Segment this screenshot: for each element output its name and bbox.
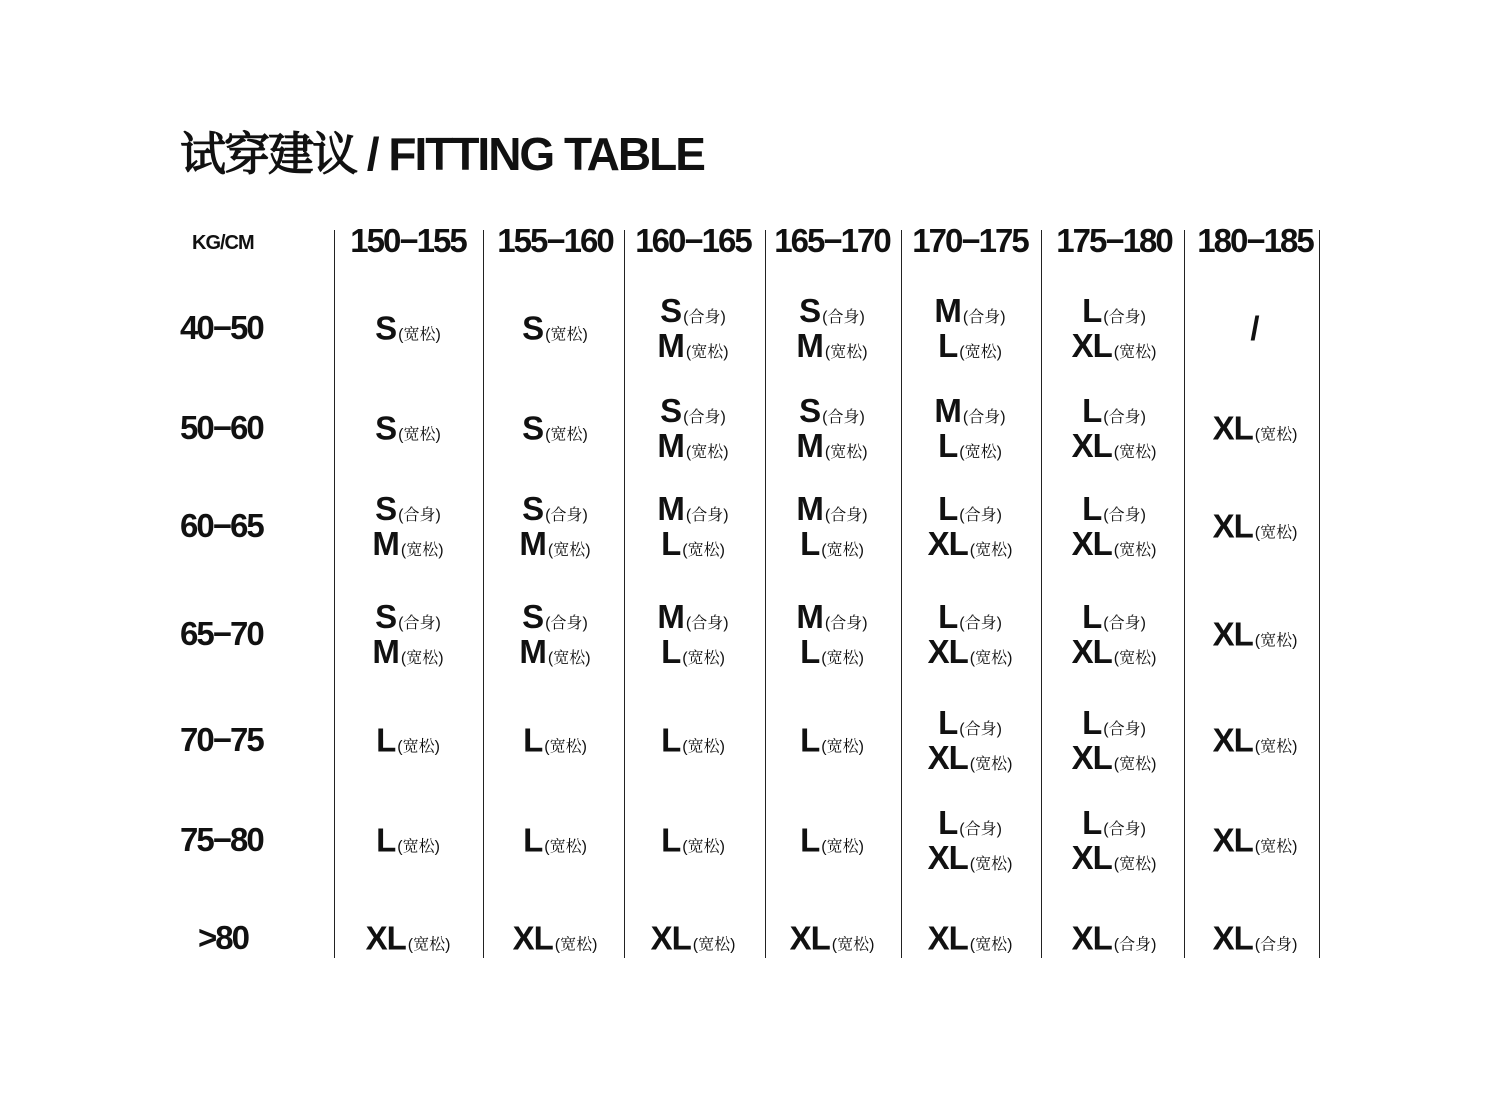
size-cell (1185, 509, 1325, 544)
size-cell (1185, 823, 1325, 858)
size-cell (485, 921, 625, 956)
column-header-height: 150−155 (350, 222, 466, 259)
fit-label: (合身) (824, 507, 868, 524)
size-cell (762, 723, 902, 758)
size-recommendation (372, 526, 443, 561)
fit-label: (宽松) (1254, 738, 1298, 756)
fit-label: (宽松) (407, 936, 451, 954)
size-recommendation (938, 491, 1002, 526)
size-recommendation (1082, 805, 1146, 840)
fit-label: (宽松) (545, 326, 588, 344)
corner-label: KG/CM (192, 232, 254, 254)
size-cell (485, 599, 625, 669)
size-recommendation (519, 634, 590, 669)
size-label: L (661, 821, 681, 859)
size-label: S (660, 292, 682, 329)
size-label: L (800, 821, 820, 859)
size-recommendation (657, 428, 728, 463)
size-label: L (376, 821, 396, 859)
fit-label: (宽松) (1254, 632, 1298, 650)
size-recommendation (1213, 617, 1298, 652)
size-cell (485, 411, 625, 446)
size-label: XL (1071, 839, 1112, 876)
size-recommendation (1082, 599, 1146, 634)
fit-label: (宽松) (821, 542, 864, 559)
size-recommendation (661, 526, 725, 561)
size-label: L (523, 721, 543, 759)
size-label: XL (927, 525, 968, 562)
size-label: XL (512, 919, 553, 957)
fit-label: (宽松) (821, 738, 864, 756)
size-label: S (799, 392, 821, 429)
size-recommendation (1213, 509, 1298, 544)
size-cell (338, 823, 478, 858)
size-cell (900, 921, 1040, 956)
column-header-height: 165−170 (774, 222, 890, 259)
size-cell (485, 311, 625, 346)
fit-label: (宽松) (1113, 756, 1157, 773)
row-header-weight: 40−50 (180, 309, 263, 346)
size-label: S (522, 409, 544, 447)
fit-label: (合身) (545, 615, 588, 632)
size-cell (762, 293, 902, 363)
size-label: XL (927, 839, 968, 876)
size-recommendation (1072, 740, 1157, 775)
size-label: S (375, 598, 397, 635)
size-cell (900, 599, 1040, 669)
size-label: L (1082, 804, 1102, 841)
fit-label: (合身) (959, 721, 1002, 738)
row-header-weight: 65−70 (180, 615, 263, 652)
size-label: L (376, 721, 396, 759)
size-label: L (1082, 392, 1102, 429)
size-label: S (799, 292, 821, 329)
column-divider (1041, 230, 1042, 958)
size-recommendation (1072, 328, 1157, 363)
size-label: M (796, 598, 823, 635)
size-cell (338, 311, 478, 346)
size-label: S (660, 392, 682, 429)
size-label: M (796, 327, 823, 364)
size-cell (900, 705, 1040, 775)
not-available-mark: / (1250, 309, 1260, 347)
size-cell (762, 393, 902, 463)
size-label: M (372, 525, 399, 562)
size-cell (1185, 311, 1325, 346)
size-recommendation (928, 740, 1013, 775)
size-cell (485, 823, 625, 858)
size-label: XL (650, 919, 691, 957)
fit-label: (合身) (822, 409, 865, 426)
size-cell (485, 723, 625, 758)
fit-label: (宽松) (398, 326, 441, 344)
size-cell (338, 599, 478, 669)
size-recommendation (522, 599, 588, 634)
fit-label: (宽松) (959, 344, 1002, 361)
size-cell (900, 393, 1040, 463)
size-label: S (522, 490, 544, 527)
size-label: M (657, 427, 684, 464)
size-label: S (522, 598, 544, 635)
size-label: XL (1071, 327, 1112, 364)
size-cell (623, 491, 763, 561)
size-recommendation (928, 921, 1013, 956)
size-label: XL (1212, 615, 1253, 653)
fit-label: (宽松) (544, 838, 587, 856)
fit-label: (合身) (822, 309, 865, 326)
fit-label: (宽松) (969, 650, 1013, 667)
fit-label: (宽松) (682, 650, 725, 667)
size-cell (1044, 491, 1184, 561)
fit-label: (宽松) (682, 542, 725, 559)
size-recommendation (938, 428, 1002, 463)
fit-label: (宽松) (959, 444, 1002, 461)
size-cell (623, 921, 763, 956)
fit-label: (宽松) (821, 650, 864, 667)
size-recommendation (800, 823, 864, 858)
size-recommendation (1213, 823, 1298, 858)
size-recommendation (800, 634, 864, 669)
fit-label: (宽松) (969, 856, 1013, 873)
fit-label: (宽松) (400, 650, 444, 667)
size-recommendation (1072, 921, 1157, 956)
fit-label: (合身) (1254, 936, 1298, 954)
size-recommendation (660, 293, 726, 328)
size-cell (762, 599, 902, 669)
size-label: M (372, 633, 399, 670)
size-label: S (522, 309, 544, 347)
size-label: L (1082, 292, 1102, 329)
fit-label: (宽松) (554, 936, 598, 954)
size-cell (1044, 921, 1184, 956)
column-header-height: 170−175 (912, 222, 1028, 259)
fit-label: (宽松) (400, 542, 444, 559)
size-label: L (938, 598, 958, 635)
row-header-weight: >80 (198, 919, 248, 956)
size-cell (1044, 805, 1184, 875)
size-cell (1044, 293, 1184, 363)
size-recommendation (661, 723, 725, 758)
size-label: L (938, 804, 958, 841)
row-header-weight: 60−65 (180, 507, 263, 544)
size-recommendation (376, 823, 440, 858)
size-label: M (657, 598, 684, 635)
size-recommendation (375, 311, 441, 346)
size-recommendation (375, 491, 441, 526)
fit-label: (合身) (1113, 936, 1157, 954)
fit-label: (宽松) (682, 838, 725, 856)
column-divider (483, 230, 484, 958)
size-cell (1044, 705, 1184, 775)
fit-label: (合身) (1103, 507, 1146, 524)
size-recommendation (376, 723, 440, 758)
size-recommendation (938, 599, 1002, 634)
fit-label: (宽松) (969, 542, 1013, 559)
size-recommendation (1213, 411, 1298, 446)
size-recommendation (661, 823, 725, 858)
fit-label: (合身) (959, 615, 1002, 632)
size-recommendation (938, 705, 1002, 740)
fit-label: (宽松) (397, 738, 440, 756)
size-label: S (375, 309, 397, 347)
row-header-weight: 70−75 (180, 721, 263, 758)
size-recommendation (1072, 634, 1157, 669)
size-recommendation (938, 805, 1002, 840)
size-cell (1185, 921, 1325, 956)
size-label: L (800, 633, 820, 670)
size-recommendation (1213, 921, 1298, 956)
size-cell (762, 921, 902, 956)
fit-label: (宽松) (831, 936, 875, 954)
size-recommendation (1213, 723, 1298, 758)
size-recommendation (375, 599, 441, 634)
size-cell (1185, 723, 1325, 758)
fit-label: (合身) (824, 615, 868, 632)
size-recommendation (1082, 393, 1146, 428)
size-recommendation (523, 723, 587, 758)
fit-label: (合身) (959, 507, 1002, 524)
fit-label: (宽松) (1254, 426, 1298, 444)
size-cell (900, 491, 1040, 561)
fit-label: (宽松) (547, 650, 591, 667)
fit-label: (宽松) (1113, 344, 1157, 361)
size-cell (338, 491, 478, 561)
size-recommendation (1250, 311, 1259, 346)
size-label: XL (1071, 633, 1112, 670)
size-recommendation (366, 921, 451, 956)
size-label: XL (1071, 427, 1112, 464)
size-label: L (800, 721, 820, 759)
size-recommendation (513, 921, 598, 956)
size-label: S (375, 490, 397, 527)
size-label: M (519, 525, 546, 562)
size-label: XL (927, 919, 968, 957)
size-recommendation (522, 311, 588, 346)
fit-label: (宽松) (1254, 838, 1298, 856)
size-cell (1044, 599, 1184, 669)
size-label: L (1082, 490, 1102, 527)
size-label: XL (365, 919, 406, 957)
size-cell (1185, 411, 1325, 446)
size-label: XL (1212, 721, 1253, 759)
column-header-height: 180−185 (1197, 222, 1313, 259)
size-label: M (519, 633, 546, 670)
size-recommendation (657, 491, 728, 526)
fit-label: (合身) (398, 507, 441, 524)
fit-label: (宽松) (692, 936, 736, 954)
size-recommendation (796, 428, 867, 463)
fit-label: (合身) (962, 309, 1006, 326)
fit-label: (合身) (1103, 409, 1146, 426)
column-header-height: 160−165 (635, 222, 751, 259)
size-recommendation (1072, 526, 1157, 561)
size-label: M (657, 490, 684, 527)
fit-label: (宽松) (824, 444, 868, 461)
size-recommendation (522, 411, 588, 446)
size-recommendation (372, 634, 443, 669)
size-cell (1185, 617, 1325, 652)
size-recommendation (934, 393, 1005, 428)
size-recommendation (651, 921, 736, 956)
fit-label: (合身) (962, 409, 1006, 426)
size-label: XL (1212, 919, 1253, 957)
size-label: M (796, 490, 823, 527)
fit-label: (合身) (1103, 821, 1146, 838)
fit-label: (合身) (545, 507, 588, 524)
fit-label: (宽松) (547, 542, 591, 559)
size-cell (338, 723, 478, 758)
size-label: M (934, 292, 961, 329)
size-recommendation (799, 393, 865, 428)
size-recommendation (928, 526, 1013, 561)
size-recommendation (928, 634, 1013, 669)
size-label: XL (1212, 821, 1253, 859)
fit-label: (宽松) (544, 738, 587, 756)
size-recommendation (928, 840, 1013, 875)
size-cell (623, 723, 763, 758)
size-recommendation (1082, 491, 1146, 526)
size-recommendation (800, 526, 864, 561)
fit-label: (宽松) (1254, 524, 1298, 542)
fit-label: (合身) (683, 409, 726, 426)
size-label: L (938, 327, 958, 364)
size-cell (623, 599, 763, 669)
row-header-weight: 75−80 (180, 821, 263, 858)
size-label: XL (1071, 739, 1112, 776)
fit-label: (宽松) (1113, 856, 1157, 873)
size-recommendation (800, 723, 864, 758)
size-label: L (1082, 704, 1102, 741)
fit-label: (宽松) (969, 936, 1013, 954)
size-cell (1044, 393, 1184, 463)
column-header-height: 175−180 (1056, 222, 1172, 259)
fit-label: (合身) (1103, 615, 1146, 632)
fit-label: (合身) (685, 615, 729, 632)
size-recommendation (1082, 293, 1146, 328)
fit-label: (宽松) (685, 344, 729, 361)
size-label: L (1082, 598, 1102, 635)
size-recommendation (1072, 428, 1157, 463)
fit-label: (宽松) (545, 426, 588, 444)
fit-label: (合身) (398, 615, 441, 632)
fit-label: (合身) (1103, 721, 1146, 738)
size-label: M (657, 327, 684, 364)
size-label: L (661, 633, 681, 670)
fit-label: (宽松) (1113, 542, 1157, 559)
fit-label: (宽松) (821, 838, 864, 856)
size-label: L (661, 525, 681, 562)
fit-label: (宽松) (1113, 444, 1157, 461)
size-recommendation (522, 491, 588, 526)
size-label: XL (1212, 507, 1253, 545)
size-label: M (934, 392, 961, 429)
size-label: S (375, 409, 397, 447)
fit-label: (合身) (685, 507, 729, 524)
size-recommendation (657, 599, 728, 634)
size-recommendation (934, 293, 1005, 328)
size-recommendation (1072, 840, 1157, 875)
size-label: L (800, 525, 820, 562)
size-recommendation (375, 411, 441, 446)
fit-label: (合身) (1103, 309, 1146, 326)
size-cell (900, 293, 1040, 363)
size-recommendation (661, 634, 725, 669)
size-cell (762, 823, 902, 858)
size-recommendation (796, 328, 867, 363)
size-recommendation (790, 921, 875, 956)
fit-label: (合身) (683, 309, 726, 326)
size-label: L (938, 704, 958, 741)
size-cell (338, 411, 478, 446)
fit-label: (宽松) (682, 738, 725, 756)
row-header-weight: 50−60 (180, 409, 263, 446)
fit-label: (宽松) (398, 426, 441, 444)
size-label: XL (789, 919, 830, 957)
size-label: L (661, 721, 681, 759)
size-cell (623, 393, 763, 463)
size-label: XL (927, 739, 968, 776)
size-recommendation (660, 393, 726, 428)
size-label: XL (1071, 919, 1112, 957)
size-cell (900, 805, 1040, 875)
size-recommendation (796, 599, 867, 634)
size-label: M (796, 427, 823, 464)
size-recommendation (657, 328, 728, 363)
size-label: XL (927, 633, 968, 670)
size-recommendation (796, 491, 867, 526)
fit-label: (宽松) (1113, 650, 1157, 667)
fit-label: (宽松) (824, 344, 868, 361)
size-cell (623, 293, 763, 363)
size-recommendation (519, 526, 590, 561)
size-recommendation (938, 328, 1002, 363)
size-label: XL (1071, 525, 1112, 562)
size-label: XL (1212, 409, 1253, 447)
column-divider (334, 230, 335, 958)
size-cell (338, 921, 478, 956)
size-label: L (938, 490, 958, 527)
size-recommendation (1082, 705, 1146, 740)
size-label: L (523, 821, 543, 859)
size-recommendation (799, 293, 865, 328)
size-cell (623, 823, 763, 858)
fit-label: (宽松) (685, 444, 729, 461)
size-recommendation (523, 823, 587, 858)
size-cell (762, 491, 902, 561)
size-cell (485, 491, 625, 561)
column-header-height: 155−160 (497, 222, 613, 259)
fit-label: (合身) (959, 821, 1002, 838)
fitting-table-title: 试穿建议 / FITTING TABLE (180, 128, 704, 180)
fit-label: (宽松) (397, 838, 440, 856)
size-label: L (938, 427, 958, 464)
fit-label: (宽松) (969, 756, 1013, 773)
